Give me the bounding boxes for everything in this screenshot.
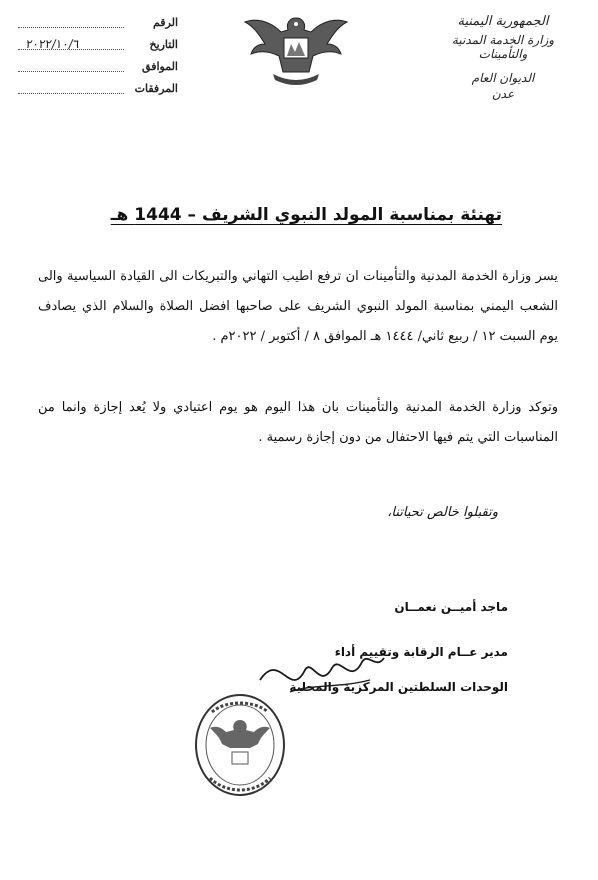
signatory-title-1: مدير عــام الرقابة وتقييم أداء <box>334 645 508 659</box>
official-stamp-icon <box>190 690 290 800</box>
field-attachments <box>18 80 178 102</box>
signatory-title-2: الوحدات السلطتين المركزية والمحلية <box>289 680 508 694</box>
signatory-name: ماجد أميــن نعمــان <box>394 600 508 614</box>
field-number <box>18 14 178 36</box>
city-name: عدن <box>491 87 515 101</box>
ministry-header <box>428 14 578 101</box>
field-corresponding <box>18 58 178 80</box>
body-paragraph-1: يسر وزارة الخدمة المدنية والتأمينات ان ترفع اطيب التهاني والتبريكات الى القيادة السياسية والى الشعب اليمني بمناسبة المولد النبوي الشريف على صاحبها افضل الصلاة والسلام الذي يصادف يوم السبت ١٢ / ربيع ثاني/ ١٤٤٤ هـ الموافق ٨ / أكتوبر / ٢٠٢٢م . <box>38 269 558 344</box>
body-paragraph-2: وتوكد وزارة الخدمة المدنية والتأمينات بان هذا اليوم هو يوم اعتيادي ولا يُعد إجازة وانما من المناسبات التي يتم فيها الاحتفال من دون إجازة رسمية . <box>38 400 558 445</box>
field-value: ٢٠٢٢/١٠/٦ <box>25 37 81 51</box>
field-dots <box>18 71 124 72</box>
field-label: الموافق <box>142 60 178 73</box>
field-label: الرقم <box>152 16 178 29</box>
eagle-emblem-icon <box>243 12 349 88</box>
field-label: التاريخ <box>149 38 178 51</box>
field-date <box>18 36 178 58</box>
country-name: الجمهورية اليمنية <box>457 14 549 29</box>
ministry-name: وزارة الخدمة المدنية والتأمينات <box>451 33 555 61</box>
letter-title: تهنئة بمناسبة المولد النبوي الشريف – 1444 هـ <box>110 205 502 225</box>
field-label: المرفقات <box>134 82 178 95</box>
office-name: الديوان العام <box>471 71 535 85</box>
field-dots <box>18 27 124 28</box>
field-dots <box>18 93 124 94</box>
closing-line: وتقبلوا خالص تحياتنا، <box>387 505 498 520</box>
reference-fields <box>18 14 178 102</box>
